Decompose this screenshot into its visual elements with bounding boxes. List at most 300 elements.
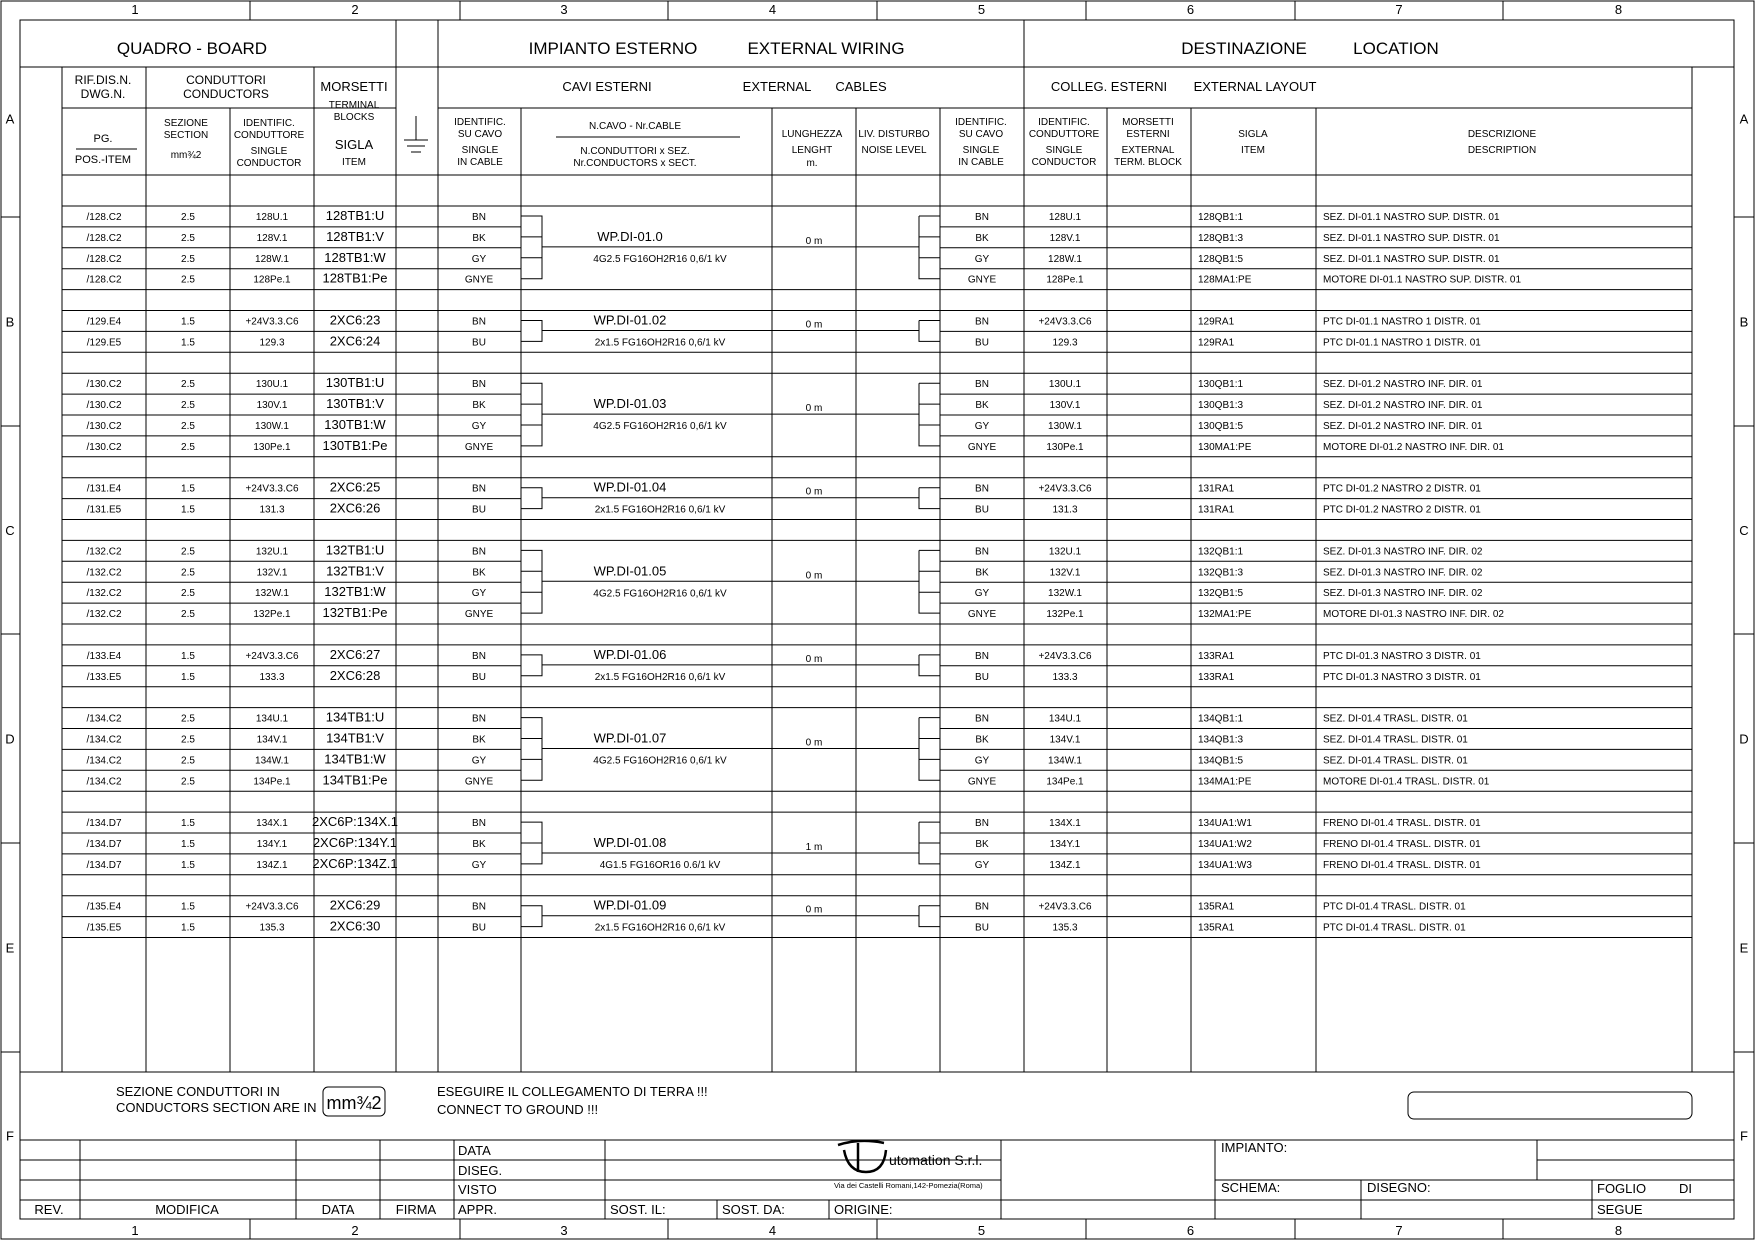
dest-conductor-id: 128Pe.1 — [1046, 274, 1084, 286]
table-row — [86, 375, 1482, 390]
cable-branch-right — [919, 550, 940, 613]
hdr-conduttori-1: CONDUTTORI — [186, 73, 266, 87]
hdr-sezione-1: SEZIONE — [164, 118, 208, 129]
pos-item: /130.C2 — [86, 421, 122, 432]
terminal-item: 2XC6P:134X.1 — [311, 814, 399, 830]
grid-column-label: 4 — [768, 2, 777, 17]
cable-id-right: GY — [974, 253, 990, 265]
ground-icon — [404, 116, 428, 152]
description: SEZ. DI-01.4 TRASL. DISTR. 01 — [1323, 713, 1468, 725]
terminal-item: 130TB1:U — [325, 375, 385, 391]
conductor-id: 134W.1 — [255, 755, 289, 767]
pos-item: /132.C2 — [86, 546, 122, 558]
hdr-morsetti-3: BLOCKS — [333, 112, 375, 123]
hdr-identif-cond2-2: CONDUTTORE — [1028, 129, 1100, 140]
conductor-id: 133.3 — [259, 671, 285, 683]
cable-id-left: BK — [472, 734, 486, 746]
hdr-identif-cavo-4: IN CABLE — [457, 157, 503, 168]
cable-connection — [521, 647, 940, 683]
dest-item: 134QB1:5 — [1198, 755, 1244, 767]
description: PTC DI-01.3 NASTRO 3 DISTR. 01 — [1323, 650, 1481, 662]
section: 2.5 — [181, 253, 195, 265]
tb-firma: FIRMA — [395, 1202, 437, 1217]
dest-conductor-id: 133.3 — [1052, 671, 1078, 683]
table-row — [86, 710, 1468, 725]
section: 1.5 — [181, 316, 195, 328]
cable-id-left: BK — [472, 567, 486, 579]
cable-name: WP.DI-01.06 — [593, 646, 667, 662]
cable-connection — [521, 550, 940, 613]
hdr-identif-cond-1: IDENTIFIC. — [243, 118, 295, 129]
grid-column-label: 3 — [560, 2, 568, 17]
hdr-sigla2-2: ITEM — [1241, 145, 1265, 156]
tb-data2: DATA — [458, 1143, 491, 1158]
cable-length: 0 m — [805, 319, 823, 331]
table-row — [87, 313, 1481, 328]
dest-conductor-id: +24V3.3.C6 — [1038, 483, 1092, 495]
pos-item: /135.E4 — [86, 901, 122, 913]
hdr-morsetti-ext-3: EXTERNAL — [1121, 145, 1175, 156]
pos-item: /130.C2 — [86, 400, 122, 412]
terminal-item: 130TB1:Pe — [322, 437, 388, 453]
cable-branch-right — [919, 488, 940, 509]
dest-item: 134QB1:3 — [1198, 734, 1244, 746]
hdr-ncavo-2: N.CONDUTTORI x SEZ. — [580, 146, 690, 157]
tb-impianto: IMPIANTO: — [1221, 1140, 1288, 1155]
description: PTC DI-01.3 NASTRO 3 DISTR. 01 — [1323, 671, 1481, 683]
grid-row-label: B — [5, 314, 15, 330]
tb-di: DI — [1679, 1181, 1692, 1196]
hdr-pos-item: POS.-ITEM — [74, 154, 132, 166]
cables-label: CABLES — [835, 79, 887, 94]
table-row — [86, 396, 1482, 411]
table-row — [86, 208, 1499, 223]
terminal-item: 134TB1:W — [324, 751, 386, 767]
cable-connection — [521, 480, 940, 516]
cable-id-left: BN — [472, 901, 486, 913]
terminal-item: 134TB1:U — [325, 709, 385, 725]
cable-id-right: BU — [975, 922, 989, 934]
tb-data: DATA — [321, 1202, 355, 1217]
grid-column-label: 1 — [131, 2, 139, 17]
hdr-identif-cond2-4: CONDUCTOR — [1031, 157, 1097, 168]
section: 2.5 — [181, 441, 195, 453]
conductor-id: 132Pe.1 — [253, 609, 291, 621]
cable-id-left: GY — [471, 421, 487, 432]
conductor-id: 135.3 — [259, 922, 285, 934]
cable-id-left: GNYE — [464, 274, 494, 286]
terminal-item: 2XC6:24 — [329, 333, 381, 349]
dest-item: 132MA1:PE — [1198, 609, 1252, 621]
table-row — [86, 814, 1481, 829]
cable-branch-left — [521, 655, 542, 676]
cable-name: WP.DI-01.08 — [593, 835, 667, 850]
table-row — [86, 772, 1489, 787]
hdr-descr-2: DESCRIPTION — [1467, 145, 1537, 156]
dest-conductor-id: 134X.1 — [1049, 818, 1081, 830]
dest-item: 128MA1:PE — [1198, 274, 1252, 286]
conductor-id: 128Pe.1 — [253, 274, 291, 286]
grid-row-label: A — [5, 111, 15, 127]
cable-branch-right — [919, 383, 940, 446]
pos-item: /133.E4 — [86, 650, 122, 662]
grid-column-label: 2 — [351, 1223, 359, 1238]
unit-value: mm¾2 — [326, 1093, 382, 1113]
section: 1.5 — [181, 839, 195, 850]
dest-conductor-id: 131.3 — [1052, 504, 1078, 516]
dest-conductor-id: 134Z.1 — [1049, 859, 1081, 871]
note-box-right — [1408, 1092, 1692, 1119]
dest-item: 135RA1 — [1198, 901, 1235, 913]
pos-item: /129.E5 — [86, 337, 122, 349]
dest-item: 129RA1 — [1198, 316, 1235, 328]
description: MOTORE DI-01.3 NASTRO INF. DIR. 02 — [1323, 609, 1504, 621]
pos-item: /131.E5 — [86, 504, 122, 516]
grid-row-label: C — [5, 523, 15, 538]
dest-conductor-id: 132W.1 — [1048, 588, 1082, 600]
hdr-identif-cavo-1: IDENTIFIC. — [454, 117, 506, 128]
cable-branch-left — [521, 718, 542, 781]
cable-id-left: BU — [472, 671, 486, 683]
dest-item: 132QB1:5 — [1198, 588, 1244, 600]
cable-connection — [521, 313, 940, 349]
cable-id-right: GNYE — [967, 776, 997, 788]
grid-column-label: 5 — [977, 1223, 986, 1238]
grid-row-label: D — [5, 731, 15, 747]
conductor-id: 134Z.1 — [256, 859, 288, 871]
pos-item: /128.C2 — [86, 253, 122, 265]
terminal-item: 128TB1:V — [326, 228, 384, 244]
ground-note-line-2: CONNECT TO GROUND !!! — [437, 1102, 599, 1117]
description: PTC DI-01.2 NASTRO 2 DISTR. 01 — [1323, 483, 1481, 495]
table-row — [87, 668, 1481, 683]
cable-id-left: GY — [471, 253, 487, 265]
section: 1.5 — [181, 859, 195, 871]
dest-conductor-id: 130W.1 — [1048, 421, 1082, 432]
description: SEZ. DI-01.1 NASTRO SUP. DISTR. 01 — [1323, 212, 1500, 223]
table-row — [86, 751, 1468, 766]
pos-item: /130.C2 — [86, 441, 122, 453]
cable-length: 0 m — [805, 403, 823, 415]
pos-item: /134.D7 — [86, 859, 122, 871]
section: 1.5 — [181, 818, 195, 830]
cable-id-left: BN — [472, 483, 486, 495]
hdr-sigla2-1: SIGLA — [1238, 129, 1268, 140]
section: 1.5 — [181, 504, 195, 516]
table-row — [86, 835, 1481, 850]
pos-item: /134.C2 — [86, 755, 122, 767]
tb-appr: APPR. — [458, 1202, 498, 1217]
cable-connection — [521, 216, 940, 279]
dest-item: 135RA1 — [1198, 922, 1235, 934]
terminal-item: 134TB1:Pe — [322, 772, 388, 788]
dest-conductor-id: 134U.1 — [1048, 713, 1082, 725]
cable-length: 0 m — [805, 904, 823, 916]
hdr-morsetti-ext-4: TERM. BLOCK — [1114, 157, 1182, 168]
cable-length: 1 m — [805, 842, 823, 853]
cable-spec: 2x1.5 FG16OH2R16 0,6/1 kV — [594, 671, 726, 683]
cable-id-left: GNYE — [464, 776, 494, 788]
conductor-id: +24V3.3.C6 — [245, 316, 299, 328]
terminal-item: 130TB1:W — [324, 417, 386, 432]
terminal-item: 130TB1:V — [326, 396, 384, 412]
cable-id-right: GY — [974, 588, 990, 600]
cable-id-left: BN — [472, 546, 486, 558]
cable-id-right: BU — [975, 504, 989, 516]
cable-id-left: GY — [471, 859, 487, 871]
dest-item: 134MA1:PE — [1198, 776, 1252, 788]
cable-id-left: BN — [472, 650, 486, 662]
description: PTC DI-01.4 TRASL. DISTR. 01 — [1323, 901, 1466, 913]
dest-conductor-id: 130U.1 — [1048, 379, 1082, 391]
cable-id-right: BU — [975, 337, 989, 349]
company-address: Via dei Castelli Romani,142-Pomezia(Roma) — [834, 1181, 983, 1190]
section: 1.5 — [181, 901, 195, 913]
table-row — [86, 250, 1499, 265]
section: 1.5 — [181, 922, 195, 934]
section: 2.5 — [181, 588, 195, 600]
cable-id-left: BK — [472, 400, 486, 412]
section: 2.5 — [181, 400, 195, 412]
cable-id-right: GY — [974, 421, 990, 432]
description: FRENO DI-01.4 TRASL. DISTR. 01 — [1323, 818, 1481, 830]
cable-id-right: GNYE — [967, 441, 997, 453]
cable-id-right: BN — [975, 901, 989, 913]
grid-row-label: E — [1739, 940, 1749, 956]
dest-item: 128QB1:5 — [1198, 253, 1244, 265]
dest-item: 134UA1:W2 — [1198, 839, 1252, 850]
conductor-id: +24V3.3.C6 — [245, 901, 299, 913]
terminal-item: 132TB1:V — [326, 563, 384, 579]
dest-item: 132QB1:3 — [1198, 567, 1244, 579]
dest-conductor-id: 129.3 — [1052, 337, 1078, 349]
cable-id-left: BU — [472, 922, 486, 934]
cable-name: WP.DI-01.04 — [593, 479, 667, 495]
dest-conductor-id: +24V3.3.C6 — [1038, 650, 1092, 662]
pos-item: /135.E5 — [86, 922, 122, 934]
cable-id-right: BN — [975, 650, 989, 662]
terminal-item: 2XC6:30 — [329, 918, 381, 934]
sub-section-titles — [562, 79, 1316, 94]
terminal-item: 2XC6P:134Y.1 — [312, 835, 398, 850]
table-row — [87, 333, 1481, 348]
section: 2.5 — [181, 232, 195, 244]
dest-conductor-id: 130V.1 — [1049, 400, 1081, 412]
cable-id-right: BK — [975, 232, 989, 244]
cavi-esterni-label: CAVI ESTERNI — [562, 79, 652, 94]
table-row — [87, 898, 1466, 913]
grid-column-label: 4 — [768, 1223, 777, 1238]
description: PTC DI-01.4 TRASL. DISTR. 01 — [1323, 922, 1466, 934]
dest-conductor-id: 132V.1 — [1049, 567, 1081, 579]
grid-row-label: D — [1739, 731, 1749, 747]
pos-item: /133.E5 — [86, 671, 122, 683]
terminal-item: 128TB1:W — [324, 249, 386, 265]
hdr-rif-dis-2: DWG.N. — [80, 87, 126, 101]
table-row — [86, 731, 1468, 746]
description: SEZ. DI-01.3 NASTRO INF. DIR. 02 — [1323, 546, 1483, 558]
dest-conductor-id: 128W.1 — [1048, 253, 1082, 265]
pos-item: /134.D7 — [86, 839, 122, 850]
cable-id-right: BN — [975, 713, 989, 725]
hdr-conduttori-2: CONDUCTORS — [183, 87, 269, 101]
dest-conductor-id: 128U.1 — [1048, 212, 1082, 223]
description: MOTORE DI-01.1 NASTRO SUP. DISTR. 01 — [1323, 274, 1522, 286]
cable-length: 0 m — [805, 486, 823, 498]
terminal-item: 128TB1:Pe — [322, 270, 388, 286]
pos-item: /128.C2 — [86, 212, 122, 223]
cable-branch-left — [521, 321, 542, 342]
description: PTC DI-01.2 NASTRO 2 DISTR. 01 — [1323, 504, 1481, 516]
pos-item: /132.C2 — [86, 588, 122, 600]
description: FRENO DI-01.4 TRASL. DISTR. 01 — [1323, 859, 1481, 871]
cable-id-left: GNYE — [464, 441, 494, 453]
pos-item: /134.C2 — [86, 713, 122, 725]
dest-item: 129RA1 — [1198, 337, 1235, 349]
grid-row-label: B — [1739, 314, 1749, 330]
title-block — [34, 1140, 1692, 1217]
terminal-item: 2XC6P:134Z.1 — [312, 855, 398, 871]
cable-branch-right — [919, 906, 940, 927]
dest-item: 130QB1:3 — [1198, 400, 1244, 412]
cable-spec: 4G2.5 FG16OH2R16 0,6/1 kV — [593, 421, 727, 433]
dest-item: 133RA1 — [1198, 671, 1235, 683]
cable-branch-left — [521, 488, 542, 509]
cable-length: 0 m — [805, 737, 823, 749]
hdr-ncavo-1: N.CAVO - Nr.CABLE — [588, 121, 682, 132]
pos-item: /131.E4 — [86, 483, 122, 495]
cable-id-right: GY — [974, 859, 990, 871]
dest-conductor-id: +24V3.3.C6 — [1038, 901, 1092, 913]
grid-column-label: 7 — [1395, 2, 1403, 17]
dest-conductor-id: 134V.1 — [1049, 734, 1081, 746]
hdr-morsetti-ext-2: ESTERNI — [1126, 129, 1170, 140]
hdr-identif-cond-3: SINGLE — [250, 146, 288, 157]
hdr-identif-cavo2-3: SINGLE — [962, 145, 1000, 156]
dest-item: 134UA1:W3 — [1198, 859, 1252, 871]
cable-connection — [521, 898, 940, 934]
cable-spec: 2x1.5 FG16OH2R16 0,6/1 kV — [594, 337, 726, 349]
description: SEZ. DI-01.1 NASTRO SUP. DISTR. 01 — [1323, 232, 1500, 244]
grid-row-label: E — [5, 940, 15, 956]
cable-id-left: BK — [472, 839, 486, 850]
table-row — [86, 229, 1499, 244]
terminal-item: 2XC6:29 — [329, 897, 381, 913]
section: 1.5 — [181, 650, 195, 662]
description: SEZ. DI-01.2 NASTRO INF. DIR. 01 — [1323, 421, 1483, 432]
section-note-line-1: SEZIONE CONDUTTORI IN — [116, 1084, 280, 1099]
hdr-identif-cond-4: CONDUCTOR — [236, 158, 302, 169]
hdr-sigla-1: SIGLA — [334, 137, 374, 152]
description: MOTORE DI-01.4 TRASL. DISTR. 01 — [1323, 776, 1490, 788]
cable-id-right: BN — [975, 546, 989, 558]
section: 2.5 — [181, 776, 195, 788]
dest-item: 128QB1:3 — [1198, 232, 1244, 244]
cable-branch-right — [919, 216, 940, 279]
hdr-sezione-3: mm¾2 — [170, 150, 202, 161]
hdr-morsetti-ext-1: MORSETTI — [1122, 117, 1174, 128]
pos-item: /132.C2 — [86, 567, 122, 579]
cable-id-right: BK — [975, 734, 989, 746]
hdr-lunghezza-2: LENGHT — [791, 145, 833, 156]
conductor-id: +24V3.3.C6 — [245, 650, 299, 662]
cable-id-right: GNYE — [967, 609, 997, 621]
notes-area — [116, 1084, 1692, 1119]
grid-column-label: 7 — [1395, 1223, 1403, 1238]
hdr-identif-cavo-3: SINGLE — [461, 145, 499, 156]
destination-title-en: LOCATION — [1353, 39, 1439, 58]
hdr-identif-cavo2-1: IDENTIFIC. — [955, 117, 1007, 128]
grid-row-label: C — [1739, 523, 1749, 538]
table-row — [86, 856, 1481, 871]
cable-id-left: GY — [471, 588, 487, 600]
section: 2.5 — [181, 274, 195, 286]
conductor-id: 129.3 — [259, 337, 285, 349]
destination-title-it: DESTINAZIONE — [1181, 39, 1307, 58]
grid-column-label: 8 — [1614, 1223, 1623, 1238]
conductor-id: 134Y.1 — [256, 839, 288, 850]
cable-spec: 2x1.5 FG16OH2R16 0,6/1 kV — [594, 504, 726, 516]
conductor-id: 134U.1 — [255, 713, 289, 725]
tb-modifica: MODIFICA — [155, 1202, 219, 1217]
hdr-lunghezza-1: LUNGHEZZA — [781, 129, 843, 140]
cable-id-left: GY — [471, 755, 487, 767]
terminal-item: 2XC6:28 — [329, 667, 381, 683]
dest-item: 134QB1:1 — [1198, 713, 1244, 725]
conductor-id: 131.3 — [259, 504, 285, 516]
section: 2.5 — [181, 212, 195, 223]
cable-spec: 4G2.5 FG16OH2R16 0,6/1 kV — [593, 755, 727, 767]
tb-visto: VISTO — [458, 1182, 497, 1197]
cable-branch-right — [919, 718, 940, 781]
conductor-id: 128W.1 — [255, 253, 289, 265]
conductor-id: 130U.1 — [255, 379, 289, 391]
conductor-id: 134V.1 — [256, 734, 288, 746]
pos-item: /128.C2 — [86, 274, 122, 286]
cable-branch-right — [919, 655, 940, 676]
section: 1.5 — [181, 483, 195, 495]
dest-conductor-id: 134Y.1 — [1049, 839, 1081, 850]
pos-item: /134.D7 — [86, 818, 122, 830]
hdr-disturbo-2: NOISE LEVEL — [861, 145, 927, 156]
conductor-id: 132U.1 — [255, 546, 289, 558]
wiring-table-body — [62, 206, 1692, 938]
section: 2.5 — [181, 755, 195, 767]
dest-item: 128QB1:1 — [1198, 212, 1244, 223]
table-row — [87, 919, 1466, 934]
description: SEZ. DI-01.4 TRASL. DISTR. 01 — [1323, 734, 1468, 746]
cable-id-right: BK — [975, 400, 989, 412]
table-row — [86, 584, 1482, 599]
cable-id-right: BN — [975, 379, 989, 391]
tb-origine: ORIGINE: — [834, 1202, 893, 1217]
dest-conductor-id: +24V3.3.C6 — [1038, 316, 1092, 328]
external-wiring-title-en: EXTERNAL WIRING — [747, 39, 905, 58]
cable-connection — [521, 718, 940, 781]
cable-name: WP.DI-01.09 — [593, 897, 667, 913]
dest-conductor-id: 132Pe.1 — [1046, 609, 1084, 621]
dest-item: 133RA1 — [1198, 650, 1235, 662]
section: 1.5 — [181, 337, 195, 349]
terminal-item: 132TB1:W — [324, 584, 386, 600]
description: SEZ. DI-01.4 TRASL. DISTR. 01 — [1323, 755, 1468, 767]
section: 1.5 — [181, 671, 195, 683]
section: 2.5 — [181, 609, 195, 621]
cable-id-left: BN — [472, 379, 486, 391]
board-title: QUADRO - BOARD — [116, 39, 268, 58]
cable-id-left: BN — [472, 818, 486, 830]
dest-conductor-id: 134Pe.1 — [1046, 776, 1084, 788]
